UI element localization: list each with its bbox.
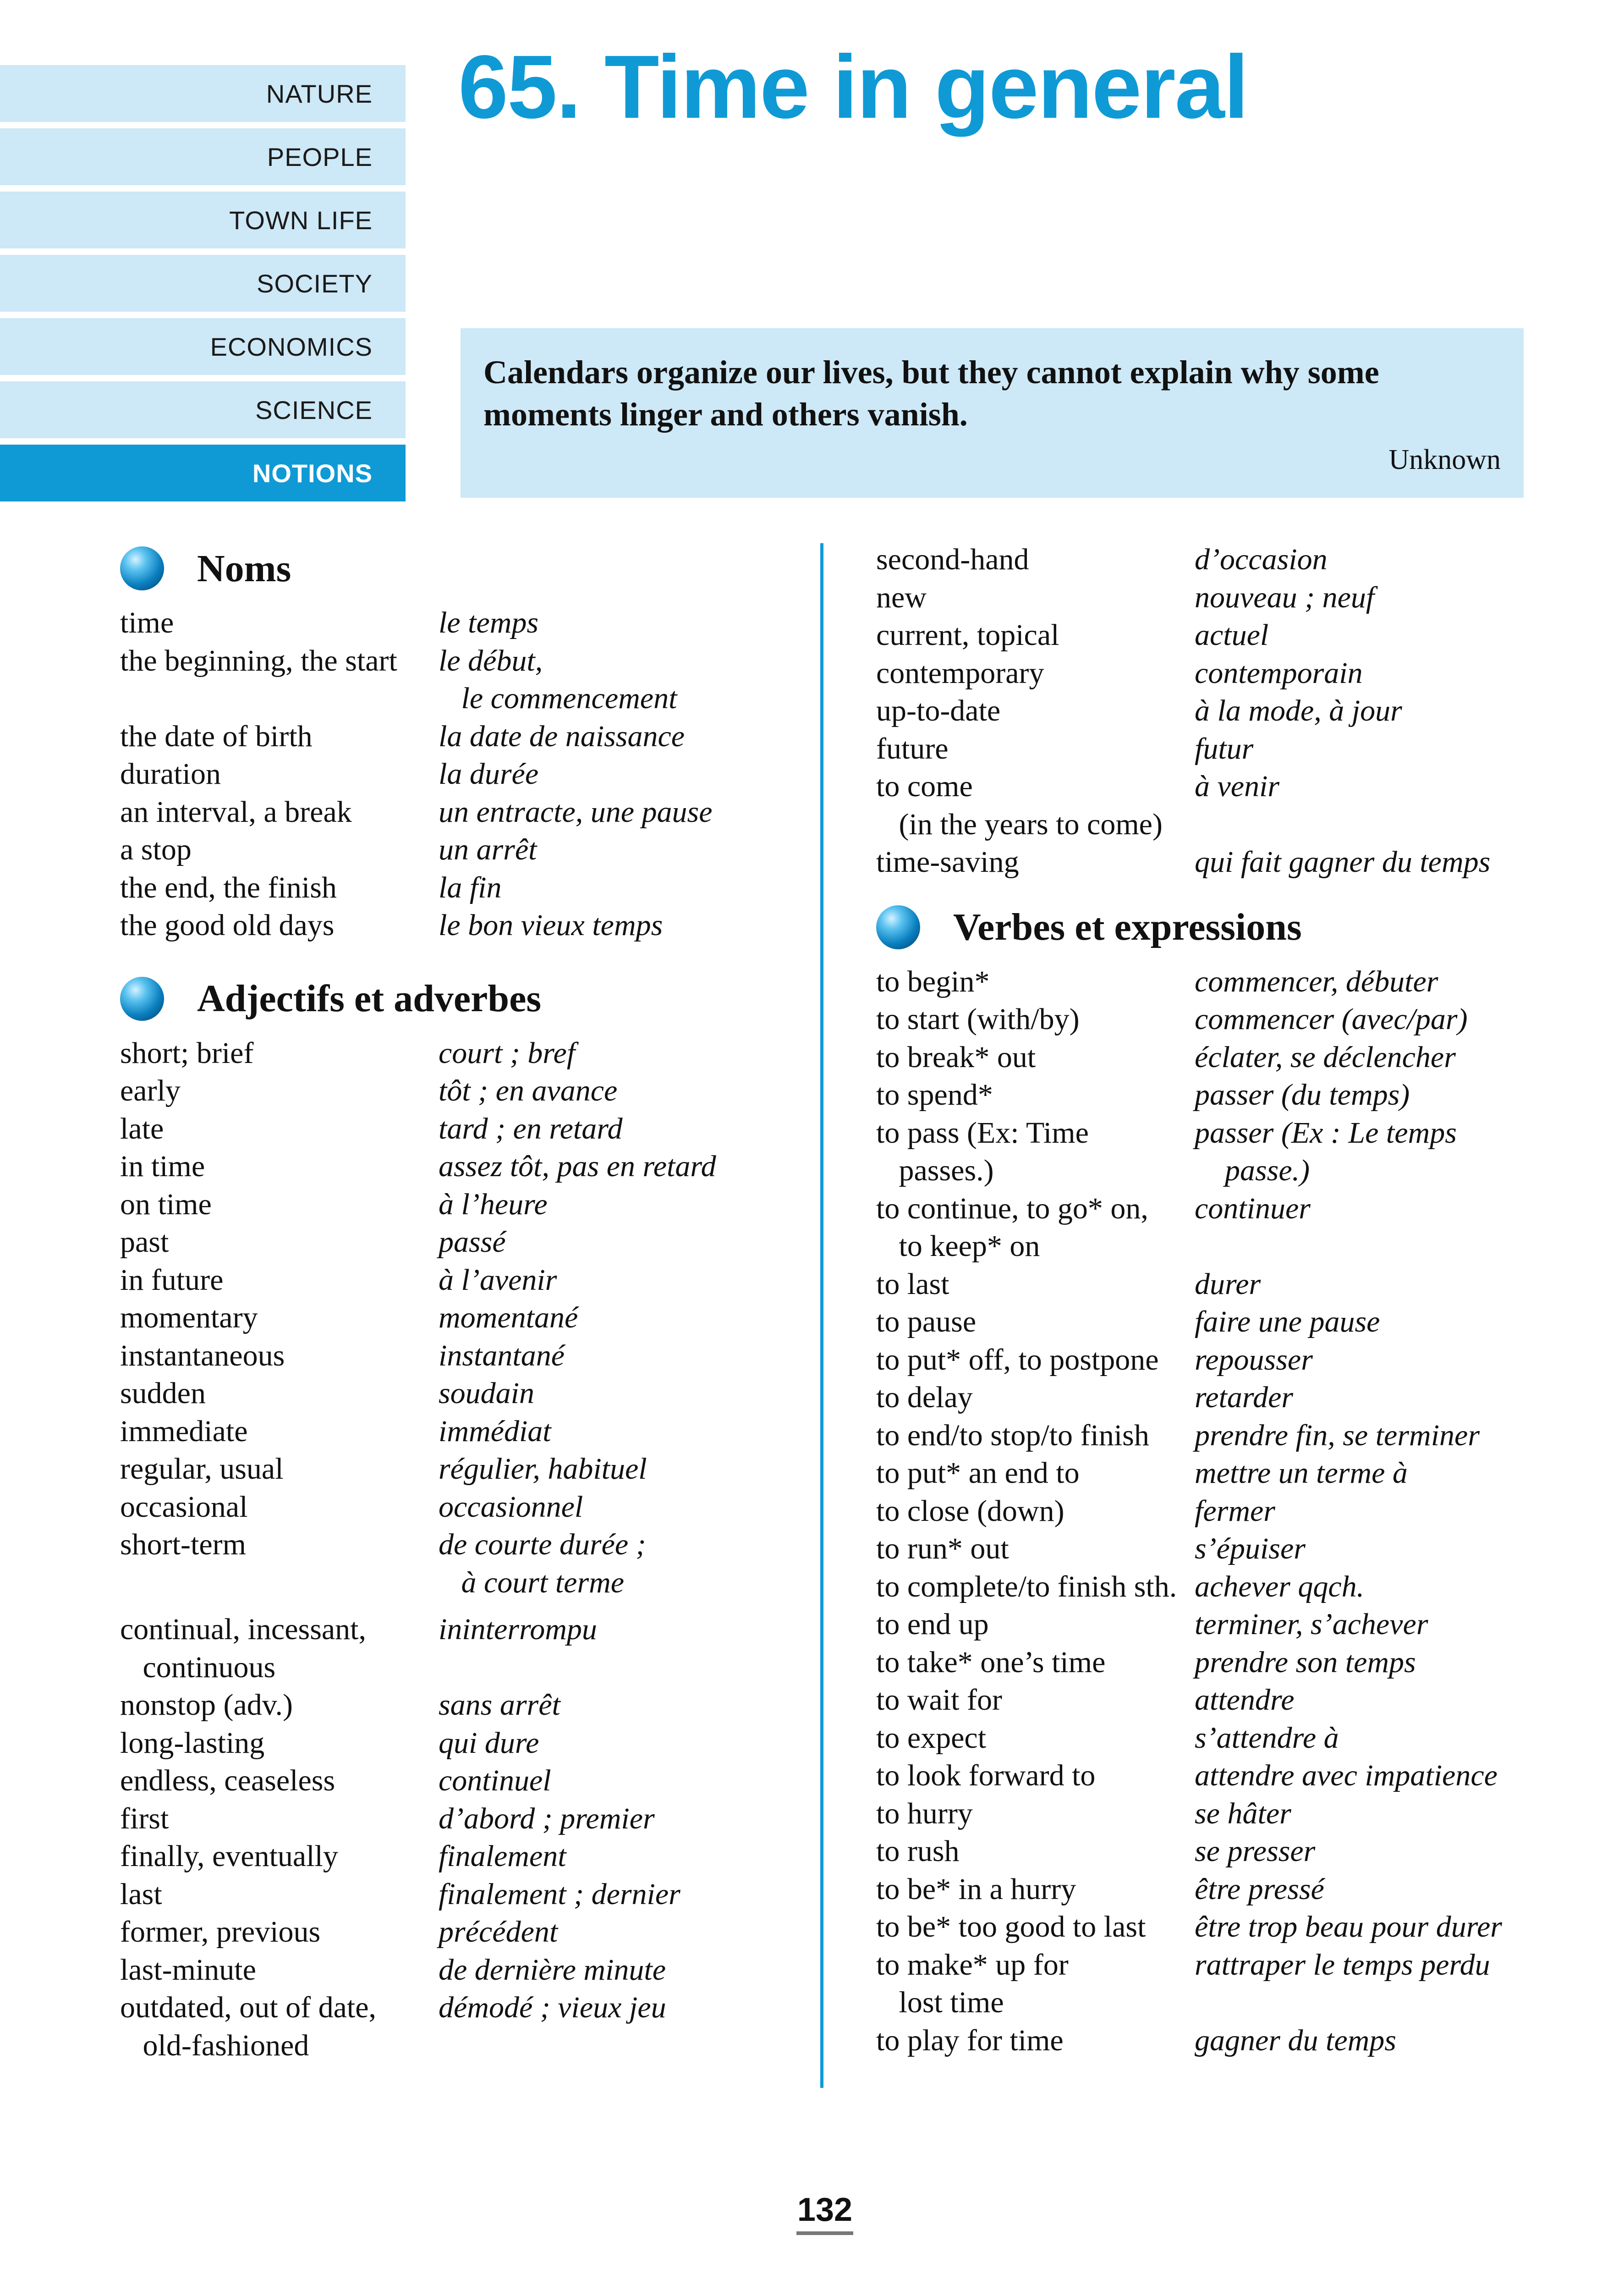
english-term: outdated, out of date, <box>120 1991 377 2024</box>
french-translation: être trop beau pour durer <box>1195 1910 1502 1944</box>
french-translation: terminer, s’achever <box>1195 1608 1428 1641</box>
english-term: short; brief <box>120 1036 254 1070</box>
vocab-row <box>120 1989 785 2027</box>
vocab-row <box>120 1375 785 1413</box>
vocab-row <box>120 1838 785 1876</box>
french-translation: durer <box>1195 1267 1261 1301</box>
bullet-icon <box>120 977 164 1021</box>
english-term: long-lasting <box>120 1726 265 1760</box>
vocab-row <box>120 1649 785 1687</box>
section-title: Verbes et expressions <box>953 906 1302 948</box>
english-term: to complete/to finish sth. <box>876 1569 1177 1603</box>
english-term: to break* out <box>876 1040 1036 1074</box>
vocab-row <box>120 1299 785 1337</box>
vocab-row <box>876 1152 1564 1190</box>
french-translation: être pressé <box>1195 1872 1324 1906</box>
french-translation: continuel <box>439 1764 551 1797</box>
english-term: to delay <box>876 1381 973 1414</box>
english-term: former, previous <box>120 1915 321 1949</box>
french-translation: achever qqch. <box>1195 1569 1365 1603</box>
english-term: nonstop (adv.) <box>120 1688 293 1722</box>
french-translation: passé <box>439 1225 506 1259</box>
vocab-row <box>120 680 785 718</box>
english-term: to wait for <box>876 1683 1002 1717</box>
english-term: on time <box>120 1187 212 1221</box>
vocab-row <box>876 1833 1564 1871</box>
french-translation: soudain <box>439 1377 535 1410</box>
vocab-row <box>120 1762 785 1800</box>
vocab-row <box>120 1110 785 1148</box>
english-term: time-saving <box>876 845 1019 879</box>
vocab-row <box>120 1337 785 1375</box>
french-translation: qui fait gagner du temps <box>1195 845 1491 879</box>
french-translation: le commencement <box>439 682 677 715</box>
vocab-row <box>120 1611 785 1649</box>
vocab-row <box>876 1606 1564 1644</box>
french-translation: à la mode, à jour <box>1195 694 1402 727</box>
french-translation: d’abord ; premier <box>439 1801 655 1835</box>
french-translation: assez tôt, pas en retard <box>439 1150 716 1183</box>
vocab-row <box>876 541 1564 579</box>
french-translation: d’occasion <box>1195 543 1328 576</box>
french-translation: s’épuiser <box>1195 1532 1306 1565</box>
right-column <box>876 541 1564 2059</box>
french-translation: la durée <box>439 757 539 791</box>
french-translation: attendre <box>1195 1683 1295 1717</box>
vocab-row <box>876 1492 1564 1531</box>
french-translation: démodé ; vieux jeu <box>439 1991 666 2024</box>
french-translation: la date de naissance <box>439 719 685 753</box>
french-translation: éclater, se déclencher <box>1195 1040 1456 1074</box>
english-term: to pause <box>876 1305 977 1338</box>
vocab-row <box>120 793 785 831</box>
vocab-row <box>876 768 1564 806</box>
vocab-row <box>876 1454 1564 1492</box>
french-translation: se hâter <box>1195 1796 1291 1830</box>
vocab-row <box>876 1001 1564 1039</box>
vocab-row <box>876 1266 1564 1304</box>
french-translation: retarder <box>1195 1381 1294 1414</box>
vocab-row <box>120 1564 785 1602</box>
english-term: to keep* on <box>876 1229 1040 1263</box>
english-term: to take* one’s time <box>876 1645 1106 1679</box>
vocab-row <box>876 1530 1564 1568</box>
french-translation: attendre avec impatience <box>1195 1759 1498 1792</box>
vocab-row <box>120 1261 785 1299</box>
english-term: passes.) <box>876 1154 994 1187</box>
vocab-row <box>120 1686 785 1724</box>
french-translation: le temps <box>439 606 539 639</box>
vocab-row <box>120 1951 785 1989</box>
vocab-row <box>876 692 1564 730</box>
french-translation: se presser <box>1195 1834 1316 1868</box>
vocab-row <box>876 579 1564 617</box>
english-term: (in the years to come) <box>876 807 1163 841</box>
english-term: up-to-date <box>876 694 1001 727</box>
vocab-row <box>876 1757 1564 1795</box>
english-term: continuous <box>120 1650 276 1684</box>
french-translation: finalement ; dernier <box>439 1877 680 1911</box>
vocab-row <box>120 1186 785 1224</box>
vocab-row <box>876 1114 1564 1152</box>
french-translation: contemporain <box>1195 656 1363 690</box>
french-translation: instantané <box>439 1338 565 1372</box>
english-term: to make* up for <box>876 1948 1069 1982</box>
english-term: new <box>876 580 927 614</box>
english-term: to put* an end to <box>876 1456 1080 1490</box>
vocab-row <box>120 1800 785 1838</box>
english-term: last-minute <box>120 1953 256 1987</box>
english-term: immediate <box>120 1414 248 1448</box>
row-spacer <box>120 1602 785 1611</box>
english-term: the date of birth <box>120 719 313 753</box>
nav-item-nature[interactable]: NATURE <box>0 65 406 122</box>
vocab-row <box>876 1039 1564 1077</box>
english-term: to end up <box>876 1608 989 1641</box>
english-term: to be* too good to last <box>876 1910 1146 1944</box>
french-translation: s’attendre à <box>1195 1721 1339 1755</box>
vocab-row <box>876 1908 1564 1946</box>
french-translation: la fin <box>439 870 502 904</box>
english-term: late <box>120 1112 164 1145</box>
page-number-underline <box>796 2231 853 2235</box>
french-translation: précédent <box>439 1915 558 1949</box>
english-term: to spend* <box>876 1078 993 1112</box>
english-term: to hurry <box>876 1796 973 1830</box>
french-translation: continuer <box>1195 1191 1311 1225</box>
vocab-row <box>120 2027 785 2065</box>
english-term: short-term <box>120 1528 246 1561</box>
french-translation: sans arrêt <box>439 1688 560 1722</box>
french-translation: à l’avenir <box>439 1263 557 1297</box>
vocab-row <box>876 2022 1564 2060</box>
french-translation: un entracte, une pause <box>439 795 713 829</box>
french-translation: faire une pause <box>1195 1305 1380 1338</box>
english-term: continual, incessant, <box>120 1613 367 1646</box>
french-translation: à court terme <box>439 1565 625 1599</box>
french-translation: commencer, débuter <box>1195 964 1438 998</box>
vocab-row <box>120 1488 785 1526</box>
french-translation: mettre un terme à <box>1195 1456 1408 1490</box>
vocab-row <box>120 755 785 793</box>
nav-item-economics[interactable]: ECONOMICS <box>0 318 406 375</box>
vocab-row <box>120 869 785 907</box>
vocab-row <box>876 1568 1564 1606</box>
vocab-row <box>120 907 785 945</box>
vocab-row <box>876 655 1564 693</box>
english-term: to begin* <box>876 964 990 998</box>
nav-item-town-life[interactable]: TOWN LIFE <box>0 192 406 248</box>
english-term: lost time <box>876 1986 1004 2019</box>
french-translation: passe.) <box>1195 1154 1310 1187</box>
vocab-list-adjectifs <box>120 1035 785 2065</box>
english-term: to last <box>876 1267 949 1301</box>
vocab-row <box>876 1417 1564 1455</box>
french-translation: futur <box>1195 732 1254 765</box>
french-translation: le début, <box>439 644 543 677</box>
english-term: to run* out <box>876 1532 1009 1565</box>
vocab-row <box>120 831 785 869</box>
english-term: past <box>120 1225 169 1259</box>
section-header-noms <box>120 536 785 600</box>
vocab-row <box>876 1303 1564 1341</box>
english-term: to continue, to go* on, <box>876 1191 1148 1225</box>
french-translation: le bon vieux temps <box>439 908 663 942</box>
english-term: to come <box>876 770 973 803</box>
english-term: occasional <box>120 1490 248 1524</box>
section-nav <box>0 65 406 508</box>
english-term: to put* off, to postpone <box>876 1343 1159 1377</box>
vocab-row <box>120 604 785 642</box>
vocab-row <box>120 1413 785 1451</box>
vocab-list-noms <box>120 604 785 945</box>
section-header-adjectifs <box>120 967 785 1031</box>
nav-item-people[interactable]: PEOPLE <box>0 128 406 185</box>
nav-item-society[interactable]: SOCIETY <box>0 255 406 312</box>
french-translation: de dernière minute <box>439 1953 666 1987</box>
page-title: 65. Time in general <box>458 37 1248 137</box>
english-term: old-fashioned <box>120 2028 309 2062</box>
french-translation: repousser <box>1195 1343 1313 1377</box>
section-title: Adjectifs et adverbes <box>197 977 542 1020</box>
french-translation: tôt ; en avance <box>439 1074 618 1107</box>
french-translation: ininterrompu <box>439 1613 597 1646</box>
vocab-list-adjectifs-continued <box>876 541 1564 881</box>
english-term: duration <box>120 757 221 791</box>
english-term: first <box>120 1801 169 1835</box>
french-translation: à l’heure <box>439 1187 548 1221</box>
french-translation: régulier, habituel <box>439 1452 647 1486</box>
french-translation: fermer <box>1195 1494 1275 1528</box>
english-term: contemporary <box>876 656 1044 690</box>
vocab-row <box>876 1644 1564 1682</box>
page-number: 132 <box>797 2191 853 2228</box>
vocab-row <box>120 1148 785 1186</box>
vocab-row <box>876 1076 1564 1114</box>
french-translation: occasionnel <box>439 1490 583 1524</box>
french-translation: rattraper le temps perdu <box>1195 1948 1490 1982</box>
bullet-icon <box>120 546 164 590</box>
french-translation: passer (Ex : Le temps <box>1195 1116 1457 1150</box>
vocab-row <box>876 730 1564 768</box>
english-term: time <box>120 606 174 639</box>
french-translation: prendre son temps <box>1195 1645 1416 1679</box>
french-translation: gagner du temps <box>1195 2023 1396 2057</box>
column-divider <box>820 543 823 2088</box>
quote-text: Calendars organize our lives, but they cannot explain why some moments linger and others vanish. <box>483 354 1379 433</box>
french-translation: court ; bref <box>439 1036 576 1070</box>
french-translation: tard ; en retard <box>439 1112 623 1145</box>
vocab-row <box>876 1681 1564 1719</box>
english-term: sudden <box>120 1377 206 1410</box>
english-term: to end/to stop/to finish <box>876 1418 1149 1452</box>
english-term: endless, ceaseless <box>120 1764 335 1797</box>
english-term: finally, eventually <box>120 1839 338 1873</box>
quote-author: Unknown <box>1388 444 1501 476</box>
french-translation: un arrêt <box>439 833 537 866</box>
french-translation: immédiat <box>439 1414 551 1448</box>
vocab-row <box>120 1724 785 1762</box>
vocab-list-verbes <box>876 963 1564 2060</box>
section-header-verbes <box>876 895 1564 959</box>
english-term: to be* in a hurry <box>876 1872 1076 1906</box>
french-translation: nouveau ; neuf <box>1195 580 1375 614</box>
french-translation: de courte durée ; <box>439 1528 646 1561</box>
english-term: in time <box>120 1150 205 1183</box>
english-term: early <box>120 1074 181 1107</box>
nav-item-notions[interactable]: NOTIONS <box>0 445 406 501</box>
vocab-row <box>876 1341 1564 1379</box>
english-term: instantaneous <box>120 1338 285 1372</box>
vocab-row <box>120 1035 785 1073</box>
french-translation: commencer (avec/par) <box>1195 1002 1468 1036</box>
vocab-row <box>876 1379 1564 1417</box>
english-term: current, topical <box>876 618 1059 652</box>
english-term: a stop <box>120 833 192 866</box>
french-translation: qui dure <box>439 1726 539 1760</box>
vocab-row <box>876 843 1564 881</box>
vocab-row <box>120 642 785 680</box>
french-translation: finalement <box>439 1839 566 1873</box>
left-column <box>120 536 785 2065</box>
vocab-row <box>876 617 1564 655</box>
vocab-row <box>876 963 1564 1001</box>
bullet-icon <box>876 905 920 949</box>
english-term: second-hand <box>876 543 1029 576</box>
french-translation: momentané <box>439 1301 578 1334</box>
english-term: in future <box>120 1263 224 1297</box>
vocab-row <box>876 1795 1564 1833</box>
section-title: Noms <box>197 547 291 590</box>
vocab-row <box>120 1913 785 1951</box>
vocab-row <box>120 1450 785 1488</box>
vocab-row <box>876 1719 1564 1757</box>
english-term: to close (down) <box>876 1494 1064 1528</box>
french-translation: passer (du temps) <box>1195 1078 1410 1112</box>
vocab-row <box>876 806 1564 844</box>
english-term: the good old days <box>120 908 335 942</box>
english-term: to play for time <box>876 2023 1064 2057</box>
nav-item-science[interactable]: SCIENCE <box>0 381 406 438</box>
vocab-row <box>120 1526 785 1564</box>
french-translation: à venir <box>1195 770 1280 803</box>
french-translation: prendre fin, se terminer <box>1195 1418 1480 1452</box>
vocab-row <box>120 1072 785 1110</box>
vocab-row <box>876 1190 1564 1228</box>
english-term: to rush <box>876 1834 960 1868</box>
english-term: the end, the finish <box>120 870 337 904</box>
english-term: the beginning, the start <box>120 644 397 677</box>
english-term <box>120 680 439 718</box>
english-term <box>120 1564 439 1602</box>
english-term: momentary <box>120 1301 258 1334</box>
quote-box <box>461 328 1524 498</box>
vocab-row <box>120 1876 785 1914</box>
french-translation: actuel <box>1195 618 1269 652</box>
vocab-row <box>876 1871 1564 1909</box>
english-term: future <box>876 732 949 765</box>
vocab-row <box>876 1984 1564 2022</box>
vocab-row <box>876 1946 1564 1984</box>
english-term: regular, usual <box>120 1452 284 1486</box>
english-term: to expect <box>876 1721 987 1755</box>
english-term: last <box>120 1877 162 1911</box>
vocab-row <box>876 1228 1564 1266</box>
english-term: to start (with/by) <box>876 1002 1080 1036</box>
english-term: an interval, a break <box>120 795 352 829</box>
english-term: to pass (Ex: Time <box>876 1116 1089 1150</box>
vocab-row <box>120 718 785 756</box>
english-term: to look forward to <box>876 1759 1096 1792</box>
vocab-row <box>120 1223 785 1261</box>
